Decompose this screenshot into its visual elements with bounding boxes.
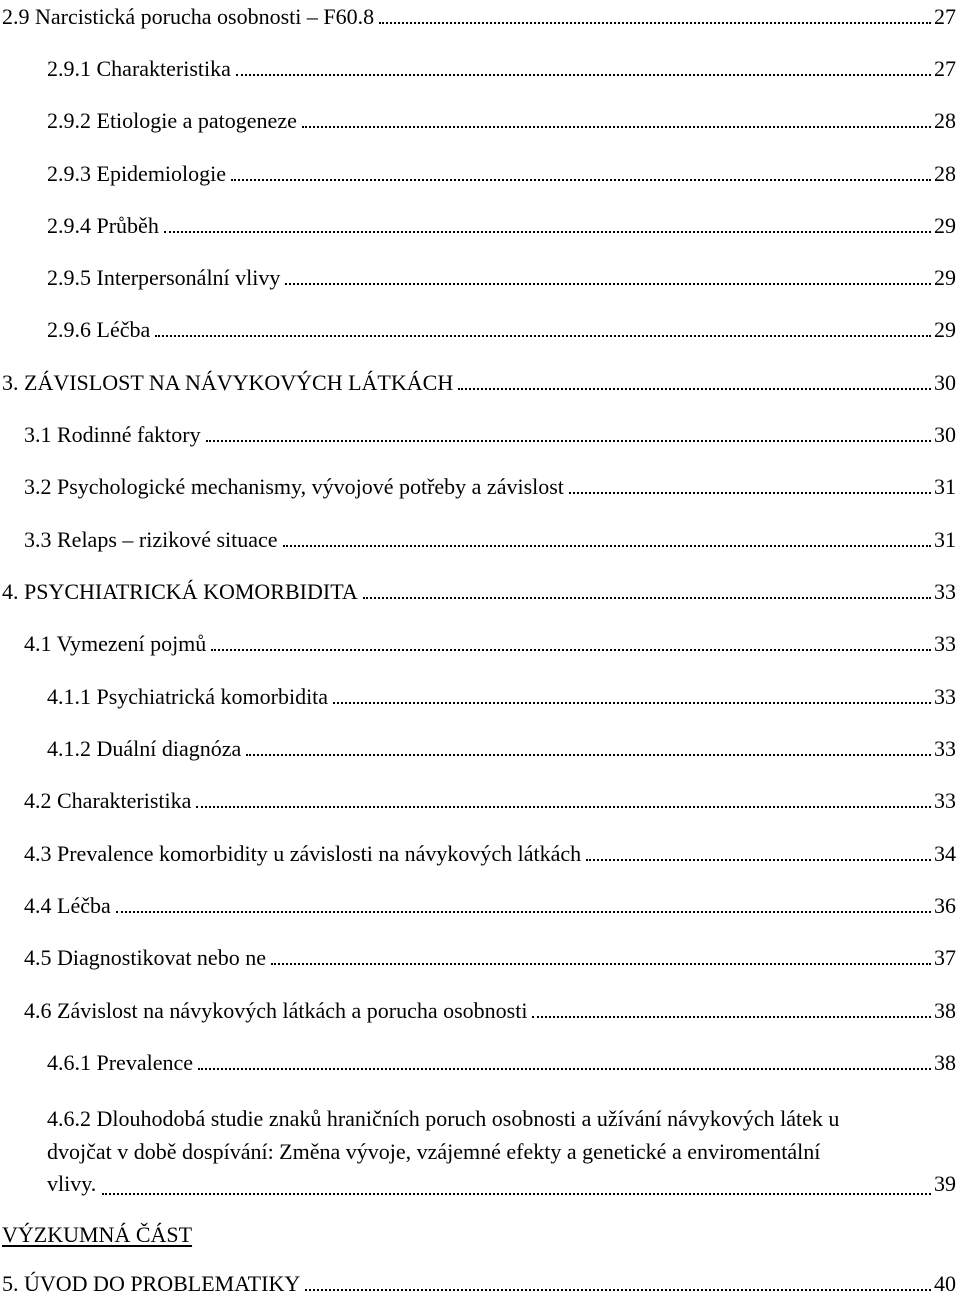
toc-entry-line <box>47 1168 956 1201</box>
toc-entry-page: 33 <box>934 579 956 604</box>
toc-entry-title-line-3: vlivy. <box>47 1171 97 1196</box>
dot-leader <box>458 388 931 390</box>
toc-entry-page: 29 <box>934 317 956 342</box>
toc-entry-title-line-2: dvojčat v době dospívání: Změna vývoje, vzájemné efekty a genetické a enviromentální <box>47 1138 821 1164</box>
toc-entry-page: 29 <box>934 213 956 238</box>
toc-entry-page: 30 <box>934 422 956 447</box>
toc-entry-page: 38 <box>934 1050 956 1075</box>
toc-entry[interactable] <box>2 0 956 30</box>
toc-entry[interactable] <box>24 941 956 971</box>
toc-entry-page: 27 <box>934 56 956 81</box>
toc-entry[interactable] <box>47 1046 956 1076</box>
toc-entry-line <box>47 1103 956 1136</box>
toc-entry[interactable] <box>47 680 956 710</box>
toc-entry[interactable] <box>24 627 956 657</box>
toc-entry-page: 40 <box>934 1271 956 1296</box>
toc-entry-page: 27 <box>934 4 956 29</box>
toc-entry-title: 2.9.2 Etiologie a patogeneze <box>47 108 297 133</box>
toc-entry-title: 4.3 Prevalence komorbidity u závislosti na návykových látkách <box>24 841 582 866</box>
toc-entry-title: 4.2 Charakteristika <box>24 788 192 813</box>
toc-entry-page: 39 <box>934 1171 956 1196</box>
toc-entry-page: 29 <box>934 265 956 290</box>
toc-entry[interactable] <box>47 52 956 82</box>
dot-leader <box>206 440 931 442</box>
toc-entry-title: 4.1.1 Psychiatrická komorbidita <box>47 684 329 709</box>
toc-entry-title: 4.5 Diagnostikovat nebo ne <box>24 945 266 970</box>
toc-entry[interactable] <box>47 313 956 343</box>
toc-entry[interactable] <box>47 104 956 134</box>
dot-leader <box>285 283 931 285</box>
dot-leader <box>283 545 931 547</box>
toc-entry-title: 4.4 Léčba <box>24 893 111 918</box>
toc-entry[interactable] <box>24 994 956 1024</box>
toc-entry-title: 4. PSYCHIATRICKÁ KOMORBIDITA <box>2 579 358 604</box>
toc-entry[interactable] <box>47 261 956 291</box>
toc-entry-page: 37 <box>934 945 956 970</box>
toc-entry[interactable] <box>2 575 956 605</box>
dot-leader <box>155 335 931 337</box>
section-heading[interactable]: VÝZKUMNÁ ČÁST <box>2 1222 193 1247</box>
toc-entry[interactable] <box>24 523 956 553</box>
toc-entry-title: 3.3 Relaps – rizikové situace <box>24 527 278 552</box>
dot-leader <box>196 806 931 808</box>
toc-entry[interactable] <box>24 889 956 919</box>
toc-entry-page: 31 <box>934 474 956 499</box>
dot-leader <box>198 1068 931 1070</box>
toc-entry-page: 33 <box>934 736 956 761</box>
dot-leader <box>569 492 931 494</box>
toc-entry-title: 5. ÚVOD DO PROBLEMATIKY <box>2 1271 301 1296</box>
toc-entry[interactable] <box>47 732 956 762</box>
dot-leader <box>363 597 931 599</box>
toc-entry-title: 2.9.4 Průběh <box>47 213 159 238</box>
toc-entry-title: 2.9.6 Léčba <box>47 317 151 342</box>
toc-entry-title: 3.1 Rodinné faktory <box>24 422 201 447</box>
toc-entry-title: 3.2 Psychologické mechanismy, vývojové potřeby a závislost <box>24 474 564 499</box>
toc-entry-title: 4.1.2 Duální diagnóza <box>47 736 242 761</box>
toc-entry-page: 34 <box>934 841 956 866</box>
dot-leader <box>532 1016 931 1018</box>
toc-entry-page: 38 <box>934 998 956 1023</box>
dot-leader <box>305 1289 931 1291</box>
toc-entry[interactable] <box>2 1267 956 1297</box>
toc-entry[interactable] <box>24 837 956 867</box>
toc-entry[interactable] <box>2 366 956 396</box>
toc-entry-page: 33 <box>934 631 956 656</box>
dot-leader <box>102 1193 931 1195</box>
toc-entry-title: 4.6.1 Prevalence <box>47 1050 193 1075</box>
dot-leader <box>586 859 931 861</box>
toc-entry-title: 4.1 Vymezení pojmů <box>24 631 207 656</box>
dot-leader <box>271 963 931 965</box>
toc-entry-page: 36 <box>934 893 956 918</box>
toc-entry-page: 28 <box>934 161 956 186</box>
toc-entry-title: 2.9.1 Charakteristika <box>47 56 231 81</box>
toc-entry-page: 28 <box>934 108 956 133</box>
dot-leader <box>302 126 931 128</box>
toc-entry[interactable] <box>24 470 956 500</box>
dot-leader <box>333 702 931 704</box>
dot-leader <box>246 754 931 756</box>
dot-leader <box>231 179 931 181</box>
toc-entry-page: 30 <box>934 370 956 395</box>
toc-entry[interactable] <box>24 418 956 448</box>
toc-entry-page: 33 <box>934 788 956 813</box>
dot-leader <box>116 911 931 913</box>
toc-entry-title: 3. ZÁVISLOST NA NÁVYKOVÝCH LÁTKÁCH <box>2 370 454 395</box>
toc-entry-title: 2.9.5 Interpersonální vlivy <box>47 265 281 290</box>
dot-leader <box>236 74 931 76</box>
toc-entry[interactable] <box>47 157 956 187</box>
toc-entry-title: 4.6 Závislost na návykových látkách a porucha osobnosti <box>24 998 528 1023</box>
toc-entry-title: 2.9 Narcistická porucha osobnosti – F60.8 <box>2 4 375 29</box>
dot-leader <box>211 649 931 651</box>
toc-entry-page: 31 <box>934 527 956 552</box>
toc-entry[interactable] <box>47 209 956 239</box>
toc-entry-long[interactable] <box>47 1103 956 1201</box>
toc-entry-title-line-1: 4.6.2 Dlouhodobá studie znaků hraničních poruch osobnosti a užívání návykových látek u <box>47 1106 840 1131</box>
dot-leader <box>379 22 931 24</box>
toc-entry-line <box>47 1136 956 1169</box>
toc-entry-page: 33 <box>934 684 956 709</box>
toc-entry[interactable] <box>24 784 956 814</box>
toc-entry-title: 2.9.3 Epidemiologie <box>47 161 227 186</box>
dot-leader <box>164 231 931 233</box>
